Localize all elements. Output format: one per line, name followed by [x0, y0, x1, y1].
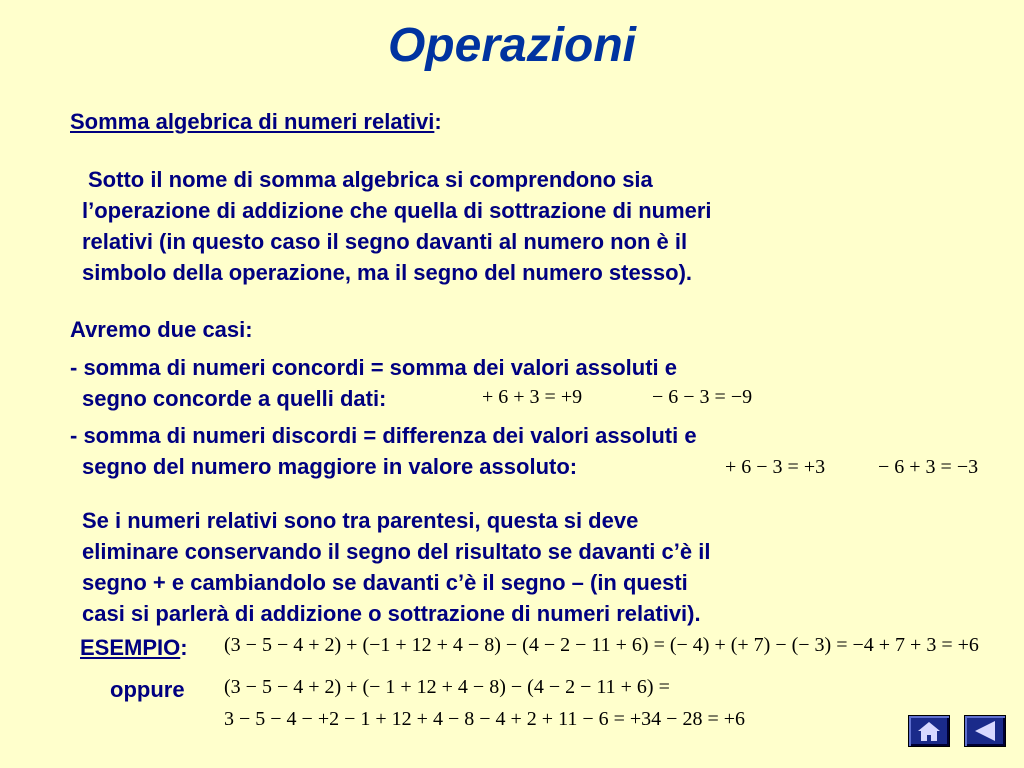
- home-icon: [909, 716, 949, 746]
- example-equation: (3 − 5 − 4 + 2) + (− 1 + 12 + 4 − 8) − (4 − 2 − 11 + 6) =: [224, 676, 670, 698]
- example-label-colon: :: [180, 635, 188, 660]
- case-line: - somma di numeri concordi = somma dei valori assoluti e: [70, 355, 678, 380]
- section-heading-colon: :: [434, 109, 442, 134]
- example-formula: − 6 − 3 = −9: [652, 386, 753, 408]
- example-formula: + 6 − 3 = +3: [725, 456, 826, 478]
- paragraph-line: Se i numeri relativi sono tra parentesi, questa si deve: [82, 508, 639, 533]
- section-heading: [70, 106, 442, 137]
- example-label-text: ESEMPIO: [80, 635, 181, 660]
- example-formula: − 6 + 3 = −3: [878, 456, 979, 478]
- paragraph-line: relativi (in questo caso il segno davanti al numero non è il: [82, 229, 688, 254]
- back-arrow-icon: [965, 716, 1005, 746]
- paragraph-line: eliminare conservando il segno del risultato se davanti c’è il: [82, 539, 711, 564]
- parentheses-paragraph: [82, 505, 922, 629]
- example-equation: 3 − 5 − 4 − +2 − 1 + 12 + 4 − 8 − 4 + 2 + 11 − 6 = +34 − 28 = +6: [224, 708, 746, 730]
- home-button[interactable]: [908, 715, 950, 747]
- case-line: segno del numero maggiore in valore assoluto:: [82, 454, 578, 479]
- back-button[interactable]: [964, 715, 1006, 747]
- example-formula: + 6 + 3 = +9: [482, 386, 583, 408]
- example-equation: (3 − 5 − 4 + 2) + (−1 + 12 + 4 − 8) − (4 − 2 − 11 + 6) = (− 4) + (+ 7) − (− 3) = −4 + 7 + 3 = +6: [224, 634, 979, 656]
- definition-paragraph: [82, 164, 922, 288]
- paragraph-line: segno + e cambiandolo se davanti c’è il segno – (in questi: [82, 570, 688, 595]
- paragraph-line: Sotto il nome di somma algebrica si comprendono sia: [88, 167, 653, 192]
- case-line: segno concorde a quelli dati:: [82, 386, 387, 411]
- case-line: - somma di numeri discordi = differenza dei valori assoluti e: [70, 423, 697, 448]
- cases-intro: Avremo due casi:: [70, 317, 253, 342]
- page-title: Operazioni: [387, 19, 637, 72]
- oppure-label: oppure: [110, 677, 185, 702]
- section-heading-text: Somma algebrica di numeri relativi: [70, 109, 435, 134]
- example-label: [80, 632, 188, 663]
- paragraph-line: simbolo della operazione, ma il segno del numero stesso).: [82, 260, 693, 285]
- paragraph-line: casi si parlerà di addizione o sottrazione di numeri relativi).: [82, 601, 701, 626]
- paragraph-line: l’operazione di addizione che quella di sottrazione di numeri: [82, 198, 712, 223]
